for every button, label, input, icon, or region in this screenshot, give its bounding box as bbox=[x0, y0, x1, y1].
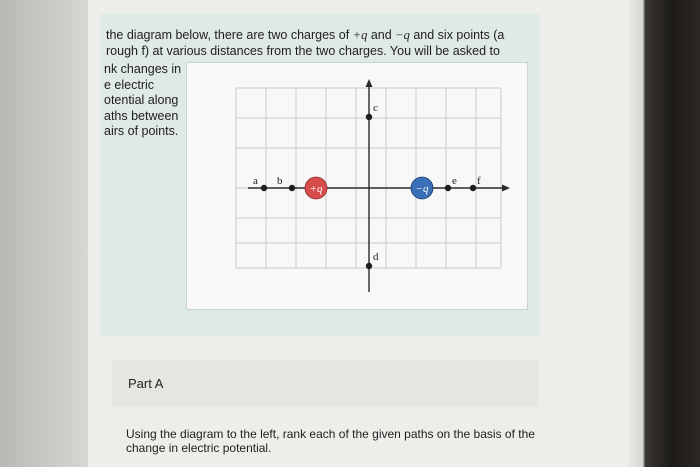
point-e-label: e bbox=[452, 175, 457, 187]
point-a bbox=[261, 185, 267, 191]
point-f-label: f bbox=[477, 175, 481, 187]
intro-line-2: rough f) at various distances from the two charges. You will be asked to bbox=[106, 43, 500, 58]
minus-q-symbol: −q bbox=[395, 28, 410, 42]
positive-charge-label: +q bbox=[309, 183, 323, 195]
intro-line-1: the diagram below, there are two charges of +q and −q and six points (a bbox=[106, 28, 505, 42]
point-d bbox=[366, 263, 372, 269]
plus-q-symbol: +q bbox=[352, 28, 368, 42]
point-e bbox=[445, 185, 451, 191]
negative-charge-label: −q bbox=[415, 183, 429, 195]
point-c-label: c bbox=[373, 102, 378, 114]
part-a-label: Part A bbox=[128, 376, 164, 391]
point-a-label: a bbox=[253, 175, 258, 187]
point-b bbox=[289, 185, 295, 191]
part-a-panel bbox=[112, 360, 538, 406]
charge-diagram bbox=[186, 62, 526, 308]
point-b-label: b bbox=[277, 175, 283, 187]
intro-text bbox=[106, 28, 536, 59]
y-axis-arrow-icon bbox=[366, 79, 373, 87]
point-f bbox=[470, 185, 476, 191]
x-axis-arrow-icon bbox=[502, 185, 510, 192]
side-text: nk changes in e electric otential along aths between airs of points. bbox=[104, 62, 182, 139]
left-margin bbox=[0, 0, 88, 467]
screen-bezel bbox=[630, 0, 700, 467]
point-c bbox=[366, 114, 372, 120]
point-d-label: d bbox=[373, 251, 379, 263]
part-a-question: Using the diagram to the left, rank each of the given paths on the basis of the change in electric potential. bbox=[126, 427, 535, 455]
